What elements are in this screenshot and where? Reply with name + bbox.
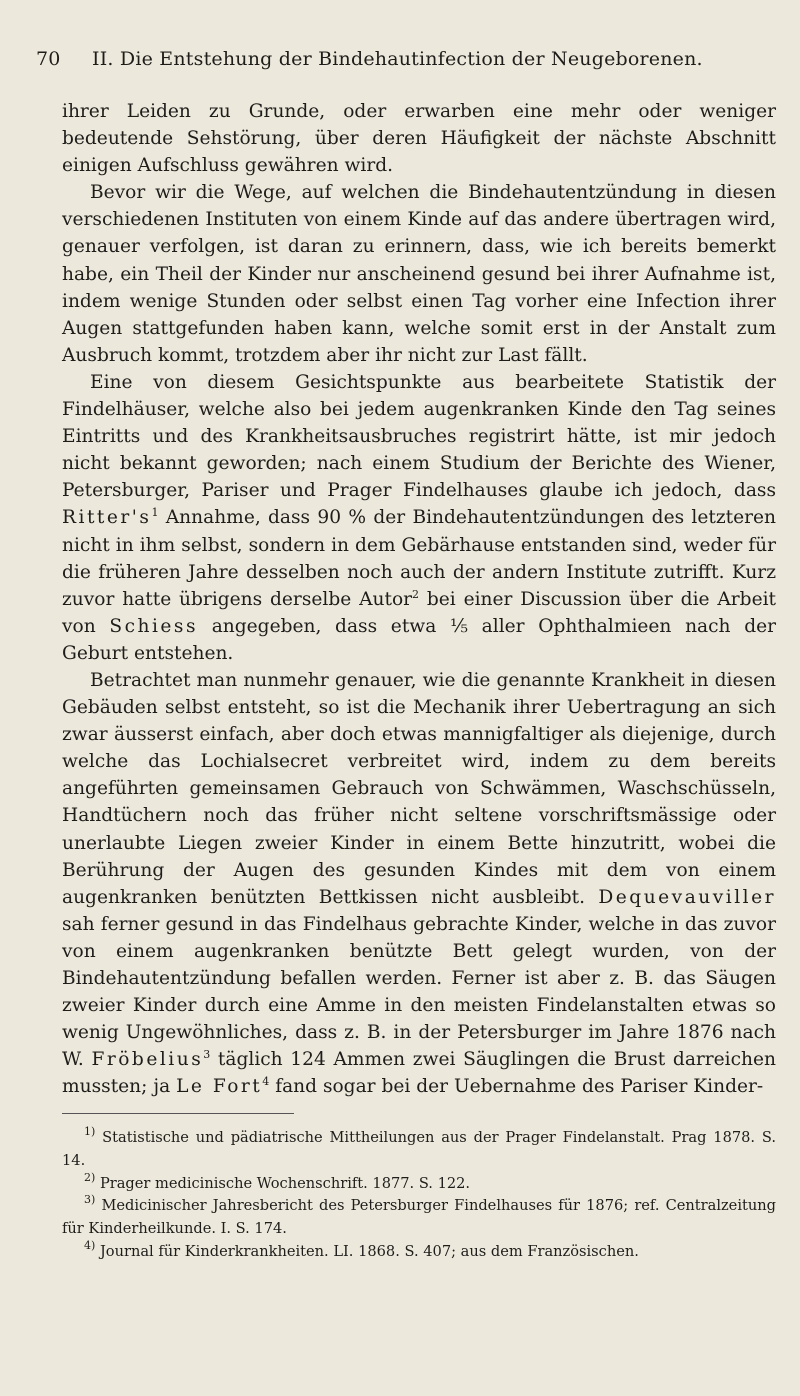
footnote-text: Prager medicinische Wochenschrift. 1877. S. 122. bbox=[99, 1174, 471, 1192]
footnote-divider bbox=[62, 1113, 294, 1114]
text-run: angegeben, dass etwa ⅕ aller Ophthalmieen nach der Geburt entstehen. bbox=[62, 615, 776, 664]
footnote-ref: 2 bbox=[412, 587, 420, 601]
text-run: bei einer Discussion über die Arbeit von bbox=[62, 588, 777, 637]
author-name: Ritter's bbox=[62, 507, 152, 529]
paragraph-1: ihrer Leiden zu Grunde, oder erwarben eine mehr oder weniger bedeutende Sehstörung, über deren Häufigkeit der nächste Abschnitt einigen Aufschluss gewähren wird. bbox=[62, 101, 776, 177]
footnote bbox=[62, 1127, 776, 1173]
text-run: Betrachtet man nunmehr genauer, wie die genannte Krankheit in diesen Gebäuden selbst entsteht, so ist die Mechanik ihrer Uebertragung an sich zwar äusserst einfach, aber doch etwas mannigfaltiger als diejenige, durch welche das Lochialsecret verbreitet wird, indem zu dem bereits angeführten gemeinsamen Gebrauch von Schwämmen, Waschschüsseln, Handtüchern noch das früher nicht seltene vorschriftsmässige oder unerlaubte Liegen zweier Kinder in einem Bette hinzutritt, wobei die Berührung der Augen des gesunden Kindes mit dem von einem augenkranken benützten Bettkissen nicht ausbleibt. bbox=[62, 669, 776, 908]
footnote bbox=[62, 1170, 776, 1196]
footnote-marker: 1) bbox=[84, 1125, 96, 1138]
text-run: fand sogar bei der Uebernahme des Pariser Kinder- bbox=[269, 1076, 764, 1098]
text-run: täglich 124 Ammen zwei Säuglingen die Brust darreichen mussten; ja bbox=[62, 1049, 776, 1098]
text-run: sah ferner gesund in das Findelhaus gebrachte Kinder, welche in das zuvor von einem augenkranken benützte Bett gelegt wurden, von der Bindehautentzündung befallen werden. Ferner ist aber z. B. das Säugen zweier Kinder durch eine Amme in den meisten Findelanstalten etwas so wenig Ungewöhnliches, dass z. B. in der Petersburger im Jahre 1876 nach W. bbox=[62, 913, 776, 1071]
footnote-text: Statistische und pädiatrische Mittheilungen aus der Prager Findelanstalt. Prag 1878. S. 14. bbox=[62, 1129, 776, 1169]
paragraph-2: Bevor wir die Wege, auf welchen die Bindehautentzündung in diesen verschiedenen Instituten von einem Kinde auf das andere übertragen wird, genauer verfolgen, ist daran zu erinnern, dass, wie ich bereits bemerkt habe, ein Theil der Kinder nur anscheinend gesund bei ihrer Aufnahme ist, indem wenige Stunden oder selbst einen Tag vorher eine Infection ihrer Augen stattgefunden haben kann, welche somit erst in der Anstalt zum Ausbruch kommt, trotzdem aber ihr nicht zur Last fällt. bbox=[62, 182, 776, 366]
text-run: Annahme, dass 90 % der Bindehautentzündungen des letzteren nicht in ihm selbst, sondern in dem Gebärhause entstanden sind, weder für die früheren Jahre desselben noch auch der andern Institute zutrifft. Kurz zuvor hatte übrigens derselbe Autor bbox=[62, 507, 776, 610]
footnote bbox=[62, 1195, 776, 1241]
author-name: Le Fort bbox=[176, 1076, 263, 1098]
footnote-text: Medicinischer Jahresbericht des Petersburger Findelhauses für 1876; ref. Centralzeitung für Kinderheilkunde. I. S. 174. bbox=[62, 1197, 776, 1238]
author-name: Schiess bbox=[109, 615, 199, 637]
main-text bbox=[62, 98, 776, 1100]
footnote bbox=[62, 1238, 776, 1264]
running-header bbox=[36, 48, 776, 70]
footnote-ref: 3 bbox=[203, 1048, 211, 1062]
running-title: II. Die Entstehung der Bindehautinfection der Neugeborenen. bbox=[92, 48, 703, 70]
text-run: Eine von diesem Gesichtspunkte aus bearbeitete Statistik der Findelhäuser, welche also bei jedem augenkranken Kinde den Tag seines Eintritts und des Krankheitsausbruches registrirt hätte, ist mir jedoch nicht bekannt geworden; nach einem Studium der Berichte des Wiener, Petersburger, Pariser und Prager Findelhauses glaube ich jedoch, dass bbox=[62, 371, 776, 502]
paragraph-3 bbox=[62, 369, 776, 667]
footnote-marker: 2) bbox=[84, 1170, 96, 1184]
footnote-ref: 4 bbox=[262, 1075, 270, 1089]
author-name: Dequevauviller bbox=[598, 886, 776, 908]
author-name: Fröbelius bbox=[91, 1049, 204, 1071]
footnote-ref: 1 bbox=[151, 506, 159, 520]
paragraph-4 bbox=[62, 667, 776, 1101]
footnotes bbox=[62, 1127, 776, 1264]
footnote-text: Journal für Kinderkrankheiten. LI. 1868. S. 407; aus dem Französischen. bbox=[99, 1242, 639, 1260]
footnote-marker: 3) bbox=[84, 1193, 96, 1207]
footnote-marker: 4) bbox=[84, 1238, 96, 1252]
page-number: 70 bbox=[36, 48, 61, 70]
